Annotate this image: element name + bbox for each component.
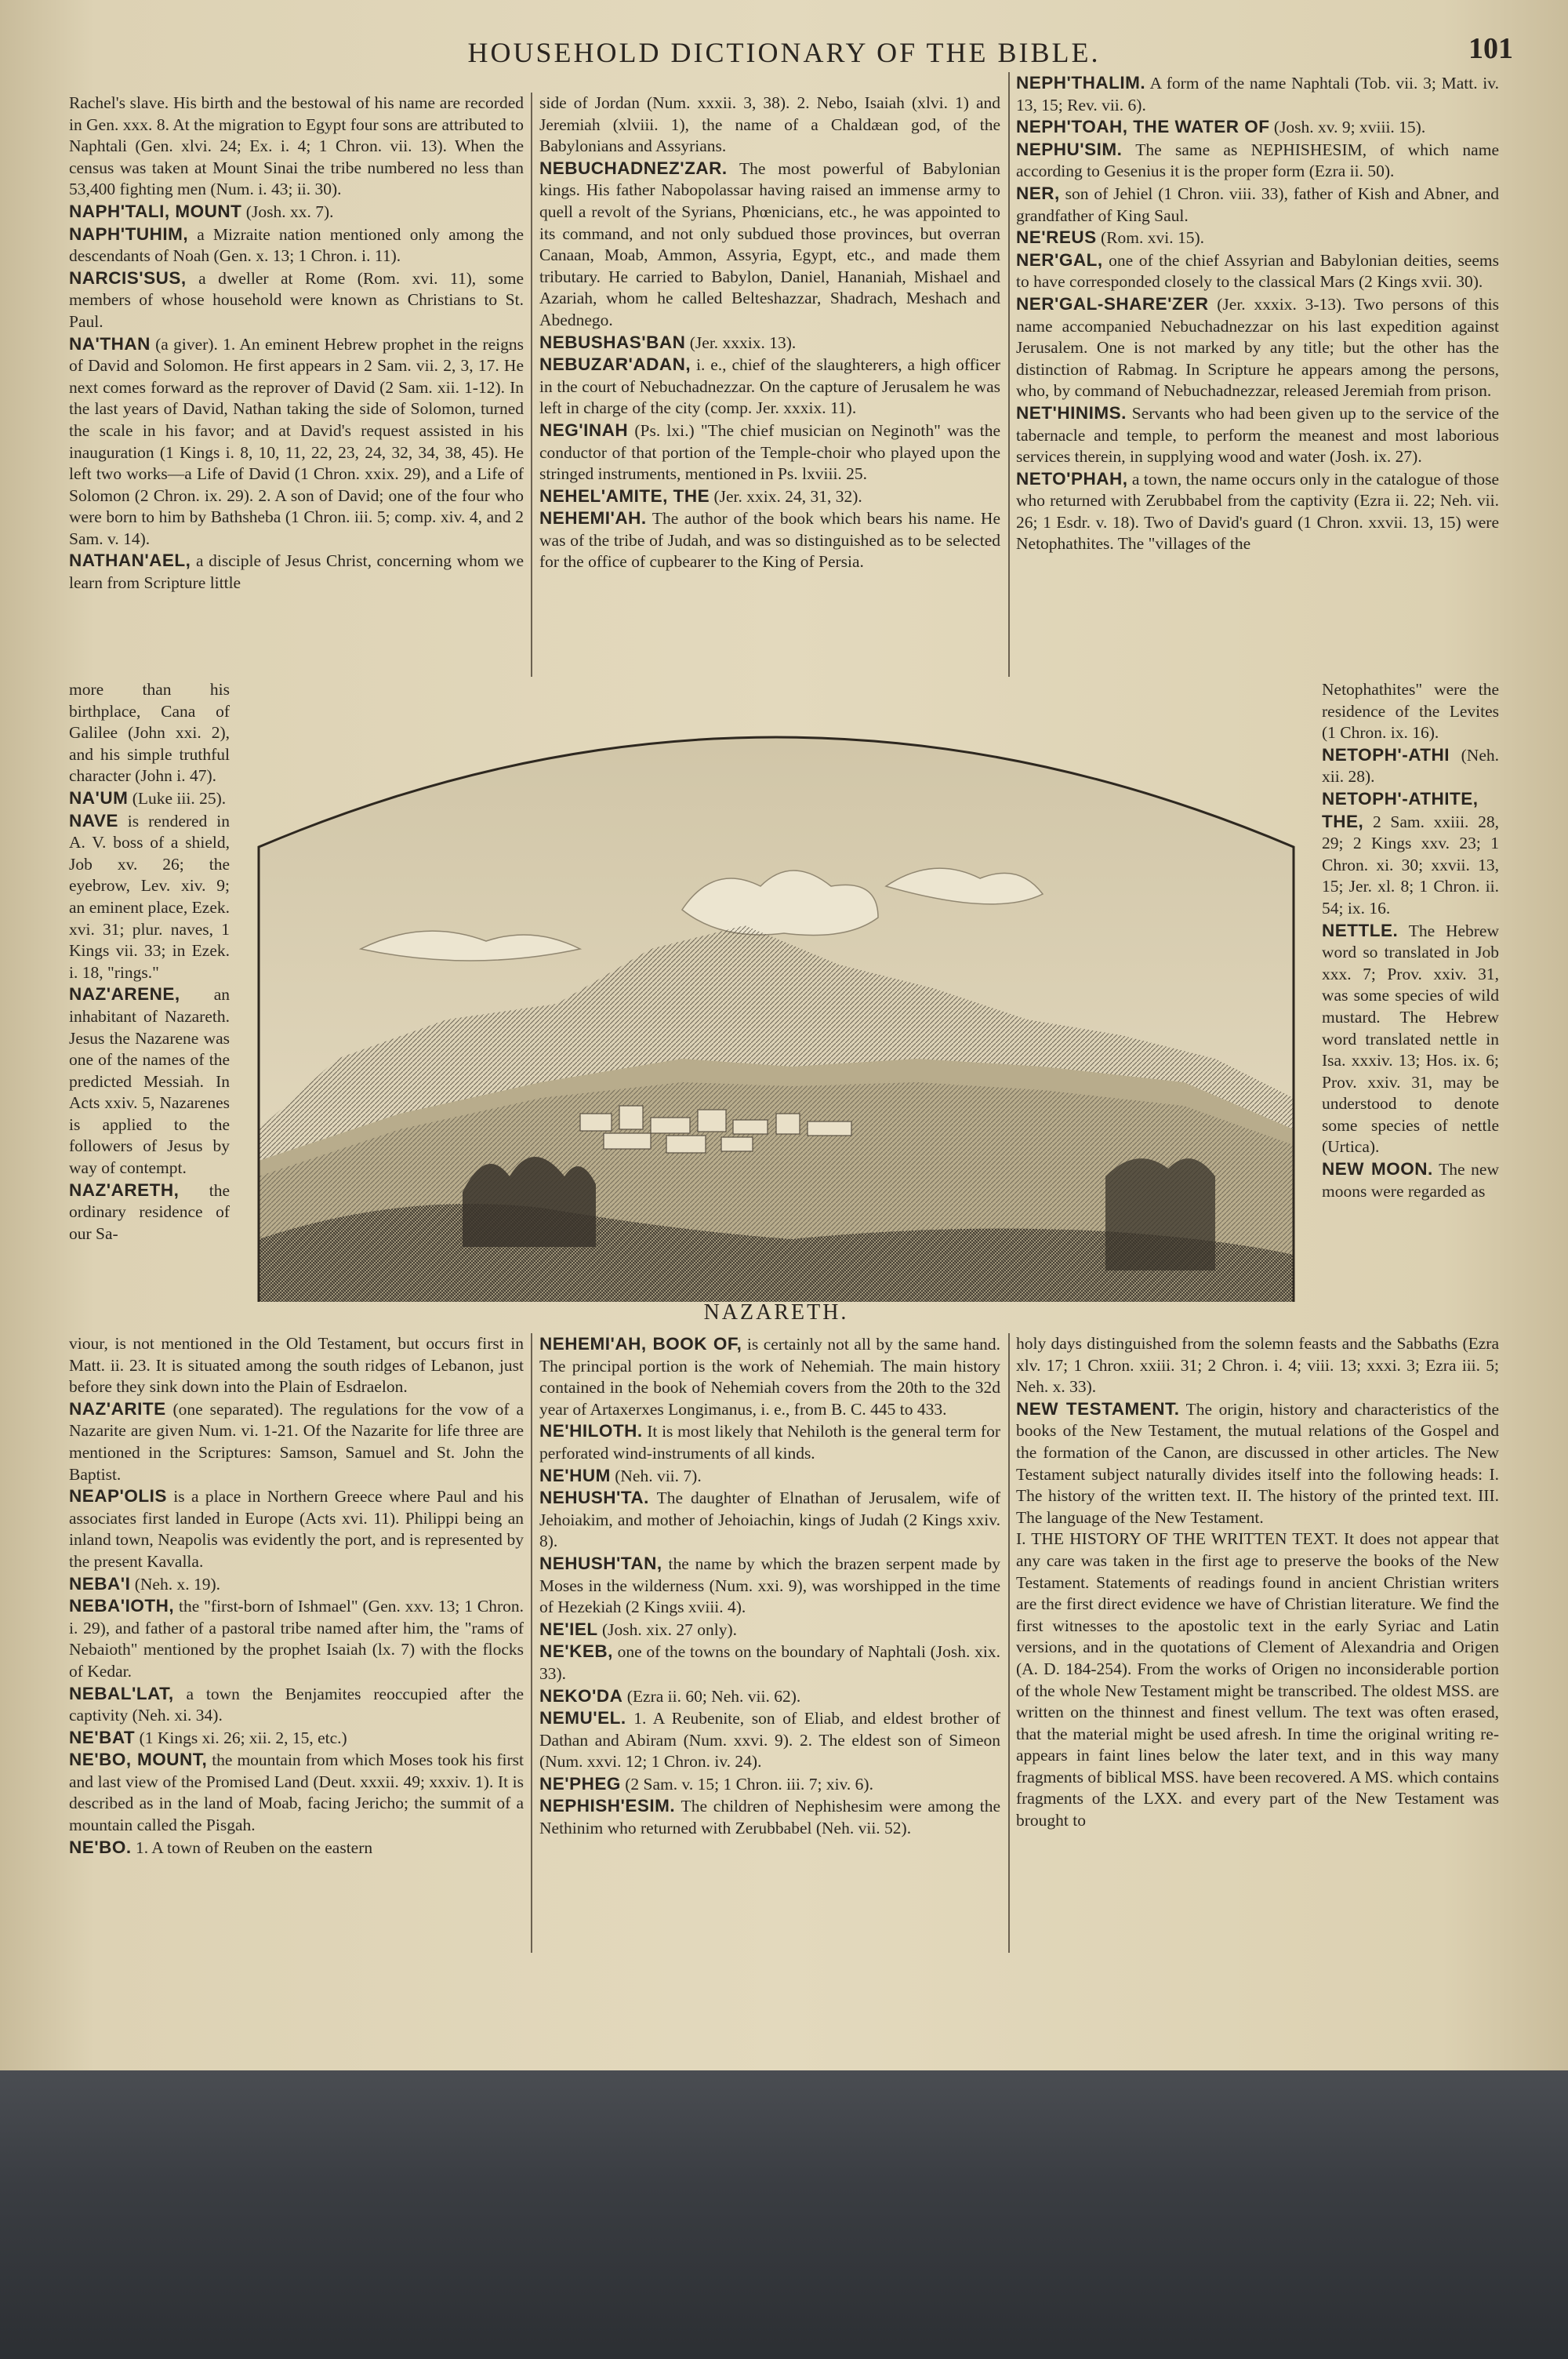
dictionary-entry [539, 1795, 1000, 1839]
entry-headword: NETTLE. [1322, 920, 1399, 940]
entry-text: a town, the name occurs only in the catalogue of those who returned with Zerubbabel from the captivity (Ezra ii. 22; Neh. vii. 26; 1 Esdr. v. 18). Two of David's guard (1 Chron. xxvii. 13, 15) were Netophathites. The "villages of the [1016, 469, 1499, 554]
dictionary-entry [539, 1641, 1000, 1685]
dictionary-entry [69, 333, 524, 551]
dictionary-entry [539, 420, 1000, 485]
dictionary-entry [69, 1727, 524, 1750]
dictionary-entry [1016, 1398, 1499, 1529]
entry-headword: NET'HINIMS. [1016, 402, 1127, 423]
dictionary-entry [539, 1685, 1000, 1708]
entry-headword: NEBA'I [69, 1573, 131, 1594]
column-rule [531, 93, 532, 677]
entry-text: The most powerful of Babylonian kings. His father Nabopolassar having raised an immense army to quell a revolt of the Syrians, Phœnicians, etc., he was appointed to its command, and not only subdued those provinces, but overran Canaan, Moab, Ammon, Assyria, Egypt, etc., and made them tributary. He carried to Babylon, Daniel, Hananiah, Mishael and Azariah, whom he called Belteshazzar, Shadrach, Meshach and Abednego. [539, 158, 1000, 329]
entry-headword: NEBA'IOTH, [69, 1596, 175, 1616]
dictionary-entry [69, 1180, 230, 1245]
column-3-bottom [1016, 1333, 1499, 1832]
dictionary-entry [69, 201, 524, 224]
dictionary-entry [1322, 920, 1499, 1159]
entry-headword: NEAP'OLIS [69, 1486, 167, 1507]
entry-text: The author of the book which bears his name. He was of the tribe of Judah, and was so distinguished as to be selected for the office of cupbearer to the King of Persia. [539, 509, 1000, 572]
entry-headword: NEHEL'AMITE, THE [539, 485, 710, 506]
entry-text: I. THE HISTORY OF THE WRITTEN TEXT. It does not appear that any care was taken in the first age to preserve the books of the New Testament. Statements of readings found in ancient Christian writers are the first direct evidence we have of Christian literature. We find the first witnesses to the apostolic text in the early Syriac and Latin versions, and in the quotations of Clement of Alexandria and Origen (A. D. 184-254). From the works of Origen no inconsiderable portion of the whole New Testament might be transcribed. The oldest MSS. are written on the thinnest and finest vellum. The text was often erased, that the material might be used afresh. In time the original writing re-appears in faint lines below the later text, and in this way many fragments of biblical MSS. have been recovered. A MS. which contains fragments of the LXX. and every part of the New Testament was brought to [1016, 1529, 1499, 1830]
entry-headword: NE'HUM [539, 1465, 611, 1485]
dictionary-entry [1016, 72, 1499, 116]
entry-headword: NEG'INAH [539, 420, 629, 440]
backdrop-surface [0, 2070, 1568, 2359]
page-title: HOUSEHOLD DICTIONARY OF THE BIBLE. [467, 37, 1101, 68]
dictionary-entry [539, 1465, 1000, 1488]
dictionary-entry [539, 1707, 1000, 1773]
dictionary-entry [69, 1683, 524, 1727]
dictionary-entry [1016, 183, 1499, 227]
entry-text: (Jer. xxxix. 3-13). Two persons of this name accompanied Nebuchadnezzar on his last expedition against Jerusalem. One is not marked by any title; but the other has the distinction of Rabmag. In Scripture he appears among the persons, who, by command of Nebuchadnezzar, released Jeremiah from prison. [1016, 294, 1499, 401]
dictionary-entry [1016, 293, 1499, 402]
entry-headword: NE'KEB, [539, 1641, 613, 1662]
column-3-narrow [1322, 679, 1499, 1202]
entry-headword: NE'IEL [539, 1619, 598, 1639]
entry-headword: NEBUSHAS'BAN [539, 332, 686, 352]
entry-text: more than his birthplace, Cana of Galilee (John xxi. 2), and his simple truthful character (John i. 47). [69, 680, 230, 786]
entry-headword: NEHEMI'AH. [539, 508, 647, 529]
entry-headword: NEBUZAR'ADAN, [539, 354, 691, 375]
entry-text: is rendered in A. V. boss of a shield, Job xv. 26; the eyebrow, Lev. xiv. 9; an eminent place, Ezek. xvi. 31; plur. naves, 1 Kings vii. 33; in Ezek. i. 18, "rings." [69, 811, 230, 982]
entry-text: the name by which the brazen serpent made by Moses in the wilderness (Num. xxi. 9), was worshipped in the time of Hezekiah (2 Kings xviii. 4). [539, 1554, 1000, 1617]
entry-text: The daughter of Elnathan of Jerusalem, wife of Jehoiakim, and mother of Jehoiachin, kings of Judah (2 Kings xxiv. 8). [539, 1488, 1000, 1551]
entry-headword: NAVE [69, 810, 118, 831]
dictionary-entry [1016, 227, 1499, 249]
dictionary-entry [539, 507, 1000, 573]
entry-text: (Josh. xv. 9; xviii. 15). [1269, 118, 1426, 137]
entry-headword: NE'BO. [69, 1837, 132, 1857]
entry-headword: NE'HILOTH. [539, 1421, 643, 1441]
column-1-narrow [69, 679, 230, 1245]
entry-headword: NA'THAN [69, 333, 151, 354]
entry-text: The same as NEPHISHESIM, of which name according to Gesenius it is the proper form (Ezra ii. 50). [1016, 140, 1499, 181]
entry-headword: NETOPH'-ATHI [1322, 744, 1450, 765]
entry-text: one of the towns on the boundary of Naphtali (Josh. xix. 33). [539, 1642, 1000, 1683]
entry-headword: NE'BAT [69, 1727, 136, 1747]
dictionary-entry [69, 267, 524, 333]
dictionary-entry [539, 1553, 1000, 1619]
nazareth-engraving [243, 690, 1309, 1302]
entry-text: Netophathites" were the residence of the Levites (1 Chron. ix. 16). [1322, 680, 1499, 743]
column-rule [531, 1333, 532, 1953]
entry-text: (Neh. xii. 28). [1322, 745, 1499, 787]
entry-text: (Ps. lxi.) "The chief musician on Neginoth" was the conductor of that portion of the Temple-choir who played upon the stringed instruments, mentioned in Ps. lxviii. 25. [539, 420, 1000, 484]
entry-headword: NE'BO, MOUNT, [69, 1750, 208, 1770]
column-1-top [69, 93, 524, 594]
dictionary-entry [1016, 139, 1499, 183]
entry-text: a town the Benjamites reoccupied after the captivity (Neh. xi. 34). [69, 1684, 524, 1725]
entry-headword: NEHUSH'TA. [539, 1488, 649, 1508]
entry-headword: NEPH'THALIM. [1016, 73, 1146, 93]
entry-text: (Josh. xix. 27 only). [597, 1619, 737, 1639]
entry-text: the "first-born of Ishmael" (Gen. xxv. 13; 1 Chron. i. 29), and father of a pastoral tribe named after him, the "rams of Nebaioth" mentioned by the prophet Isaiah (lx. 7) with the flocks of Kedar. [69, 1597, 524, 1681]
entry-headword: NARCIS'SUS, [69, 267, 187, 288]
running-header [0, 31, 1568, 78]
dictionary-entry [69, 810, 230, 984]
dictionary-entry [539, 1420, 1000, 1464]
dictionary-entry [539, 158, 1000, 332]
entry-headword: NEMU'EL. [539, 1708, 626, 1728]
dictionary-entry [69, 224, 524, 267]
dictionary-entry [1016, 1528, 1499, 1831]
entry-headword: NEPH'TOAH, THE WATER OF [1016, 117, 1270, 137]
dictionary-entry [1016, 1333, 1499, 1398]
entry-text: i. e., chief of the slaughterers, a high officer in the court of Nebuchadnezzar. On the capture of Jerusalem he was left in charge of the city (comp. Jer. xxxix. 11). [539, 355, 1000, 418]
dictionary-entry [1016, 116, 1499, 139]
entry-text: is certainly not all by the same hand. The principal portion is the work of Nehemiah. The main history contained in the book of Nehemiah covers from the 20th to the 32d year of Artaxerxes Longimanus, i. e., from B. C. 445 to 433. [539, 1335, 1000, 1419]
entry-headword: NETOPH'-ATHITE, THE, [1322, 788, 1479, 831]
page-number: 101 [1468, 32, 1513, 65]
entry-headword: NAZ'ARENE, [69, 984, 180, 1005]
entry-text: a dweller at Rome (Rom. xvi. 11), some members of whose household were known as Christians to St. Paul. [69, 268, 524, 331]
entry-headword: NEBUCHADNEZ'ZAR. [539, 158, 728, 178]
dictionary-entry [69, 1749, 524, 1836]
entry-headword: NER'GAL-SHARE'ZER [1016, 293, 1209, 314]
entry-text: It is most likely that Nehiloth is the general term for perforated wind-instruments of all kinds. [539, 1422, 1000, 1463]
entry-text: holy days distinguished from the solemn feasts and the Sabbaths (Ezra xlv. 17; 1 Chron. xxiii. 31; 2 Chron. i. 4; viii. 13; xxxi. 3; Ezra iii. 5; Neh. x. 33). [1016, 1334, 1499, 1397]
column-1-bottom [69, 1333, 524, 1859]
dictionary-entry [539, 485, 1000, 508]
entry-text: the mountain from which Moses took his first and last view of the Promised Land (Deut. xxxii. 49; xxxiv. 1). It is described as in the land of Moab, facing Jericho; the summit of a mountain called the Pisgah. [69, 1750, 524, 1835]
entry-headword: NEW TESTAMENT. [1016, 1398, 1180, 1419]
dictionary-entry [69, 787, 230, 810]
dictionary-entry [539, 354, 1000, 420]
entry-text: 1. A Reubenite, son of Eliab, and eldest brother of Dathan and Abiram (Num. xxvi. 9). 2. The eldest son of Simeon (Num. xxvi. 12; 1 Chron. iv. 24). [539, 1709, 1000, 1772]
entry-text: (a giver). 1. An eminent Hebrew prophet in the reigns of David and Solomon. He first appears in 2 Sam. vii. 2, 3, 17. He next comes forward as the reprover of David (2 Sam. xii. 1-12). In the last years of David, Nathan taking the side of Solomon, turned the scale in his favor; and at David's request assisted in his inauguration (1 Kings i. 8, 10, 11, 22, 23, 24, 32, 34, 38, 45). He left two works—a Life of David (1 Chron. xxix. 29), and a Life of Solomon (2 Chron. ix. 29). 2. A son of David; one of the four who were born to him by Bathsheba (1 Chron. iii. 5; comp. xiv. 4, and 2 Sam. v. 14). [69, 334, 524, 548]
column-rule [1008, 1333, 1010, 1953]
dictionary-entry [69, 1837, 524, 1859]
dictionary-entry [69, 1573, 524, 1596]
dictionary-entry [1016, 468, 1499, 555]
dictionary-entry [69, 550, 524, 594]
column-3-top [1016, 72, 1499, 555]
dictionary-entry [1016, 402, 1499, 468]
dictionary-entry [539, 1333, 1000, 1420]
dictionary-entry [1322, 1158, 1499, 1202]
entry-headword: NAZ'ARETH, [69, 1180, 180, 1200]
entry-text: The origin, history and characteristics of the books of the New Testament, the mutual relations of the Gospel and the formation of the Canon, are discussed in other articles. The New Testament subject naturally divides itself into the following heads: I. The history of the written text. II. The history of the printed text. III. The language of the New Testament. [1016, 1399, 1499, 1527]
entry-text: an inhabitant of Nazareth. Jesus the Nazarene was one of the names of the predicted Messiah. In Acts xxiv. 5, Nazarenes is applied to the followers of Jesus by way of contempt. [69, 985, 230, 1178]
entry-text: (Jer. xxxix. 13). [685, 333, 797, 352]
dictionary-entry [69, 93, 524, 201]
entry-headword: NEHUSH'TAN, [539, 1553, 662, 1573]
entry-headword: NEHEMI'AH, BOOK OF, [539, 1334, 742, 1354]
entry-text: (Rom. xvi. 15). [1096, 228, 1204, 248]
dictionary-entry [69, 983, 230, 1179]
entry-headword: NEW MOON. [1322, 1159, 1433, 1180]
entry-text: Rachel's slave. His birth and the bestowal of his name are recorded in Gen. xxx. 8. At the migration to Egypt four sons are attributed to Naphtali (Gen. xlvi. 24; Ex. i. 4; 1 Chron. vii. 13). When the census was taken at Mount Sinai the tribe numbered no less than 53,400 fighting men (Num. i. 43; ii. 30). [69, 93, 524, 199]
entry-headword: NER, [1016, 183, 1060, 203]
dictionary-entry [1322, 744, 1499, 788]
dictionary-entry [69, 1595, 524, 1682]
entry-text: (1 Kings xi. 26; xii. 2, 15, etc.) [135, 1728, 347, 1747]
dictionary-entry [1322, 788, 1499, 920]
dictionary-entry [539, 1619, 1000, 1641]
entry-headword: NER'GAL, [1016, 249, 1103, 270]
figure-caption: NAZARETH. [703, 1300, 849, 1325]
entry-headword: NE'PHEG [539, 1773, 621, 1794]
entry-headword: NEPHU'SIM. [1016, 139, 1123, 159]
entry-text: a Mizraite nation mentioned only among the descendants of Noah (Gen. x. 13; 1 Chron. i. 11). [69, 224, 524, 266]
entry-headword: NEKO'DA [539, 1685, 623, 1706]
dictionary-entry [539, 1773, 1000, 1796]
entry-headword: NETO'PHAH, [1016, 468, 1128, 489]
column-2-top [539, 93, 1000, 573]
entry-text: Servants who had been given up to the service of the tabernacle and temple, to perform the meanest and most laborious services therein, in supplying wood and water (Josh. ix. 27). [1016, 403, 1499, 467]
dictionary-entry [539, 93, 1000, 158]
dictionary-entry [539, 332, 1000, 354]
entry-headword: NATHAN'AEL, [69, 551, 191, 571]
entry-text: the ordinary residence of our Sa- [69, 1180, 230, 1243]
entry-text: (Luke iii. 25). [128, 788, 227, 808]
entry-headword: NEPHISH'ESIM. [539, 1796, 676, 1816]
entry-text: (Jer. xxix. 24, 31, 32). [710, 486, 862, 506]
column-2-bottom [539, 1333, 1000, 1840]
dictionary-entry [1322, 679, 1499, 744]
entry-text: 1. A town of Reuben on the eastern [131, 1837, 373, 1857]
entry-headword: NE'REUS [1016, 227, 1097, 248]
column-rule [1008, 72, 1010, 677]
dictionary-entry [69, 1485, 524, 1572]
entry-text: (Neh. x. 19). [130, 1574, 220, 1594]
dictionary-entry [69, 1333, 524, 1398]
dictionary-entry [69, 679, 230, 787]
entry-text: The Hebrew word so translated in Job xxx. 7; Prov. xxiv. 31, was some species of wild mustard. The Hebrew word translated nettle in Isa. xxxiv. 13; Hos. ix. 6; Prov. xxiv. 31, may be understood to denote some species of nettle (Urtica). [1322, 921, 1499, 1157]
entry-text: A form of the name Naphtali (Tob. vii. 3; Matt. iv. 13, 15; Rev. vii. 6). [1016, 74, 1499, 114]
entry-headword: NA'UM [69, 787, 129, 808]
entry-text: The children of Nephishesim were among the Nethinim who returned with Zerubbabel (Neh. vii. 52). [539, 1797, 1000, 1838]
entry-text: is a place in Northern Greece where Paul and his associates first landed in Europe (Acts xvi. 11). Philippi being an inland town, Neapolis was evidently the port, and is represented by the present Kavalla. [69, 1487, 524, 1571]
entry-headword: NEBAL'LAT, [69, 1683, 174, 1703]
entry-text: (Josh. xx. 7). [241, 202, 334, 221]
entry-text: a disciple of Jesus Christ, concerning whom we learn from Scripture little [69, 551, 524, 593]
dictionary-entry [539, 1487, 1000, 1553]
entry-text: (Ezra ii. 60; Neh. vii. 62). [622, 1686, 801, 1706]
entry-text: (one separated). The regulations for the vow of a Nazarite are given Num. vi. 1-21. Of the Nazarite for life three are mentioned in the Scriptures: Samson, Samuel and St. John the Baptist. [69, 1399, 524, 1484]
entry-text: The new moons were regarded as [1322, 1160, 1499, 1201]
entry-headword: NAPH'TUHIM, [69, 224, 189, 244]
dictionary-entry [69, 1398, 524, 1485]
entry-text: (Neh. vii. 7). [610, 1466, 702, 1485]
entry-text: viour, is not mentioned in the Old Testament, but occurs first in Matt. ii. 23. It is situated among the south ridges of Lebanon, just before they sink down into the Plain of Esdraelon. [69, 1334, 524, 1397]
dictionary-entry [1016, 249, 1499, 293]
entry-text: one of the chief Assyrian and Babylonian deities, seems to have corresponded closely to the classical Mars (2 Kings xvii. 30). [1016, 250, 1499, 292]
entry-text: side of Jordan (Num. xxxii. 3, 38). 2. Nebo, Isaiah (xlvi. 1) and Jeremiah (xlviii. 1), the name of a Chaldæan god, of the Babylonians and Assyrians. [539, 93, 1000, 156]
entry-text: son of Jehiel (1 Chron. viii. 33), father of Kish and Abner, and grandfather of King Saul. [1016, 184, 1499, 225]
entry-text: (2 Sam. v. 15; 1 Chron. iii. 7; xiv. 6). [620, 1774, 873, 1794]
entry-headword: NAPH'TALI, MOUNT [69, 201, 242, 221]
entry-headword: NAZ'ARITE [69, 1398, 166, 1419]
entry-text: 2 Sam. xxiii. 28, 29; 2 Kings xxv. 23; 1 Chron. xi. 30; xxvii. 13, 15; Jer. xl. 8; 1 Chron. ii. 54; ix. 16. [1322, 812, 1499, 918]
